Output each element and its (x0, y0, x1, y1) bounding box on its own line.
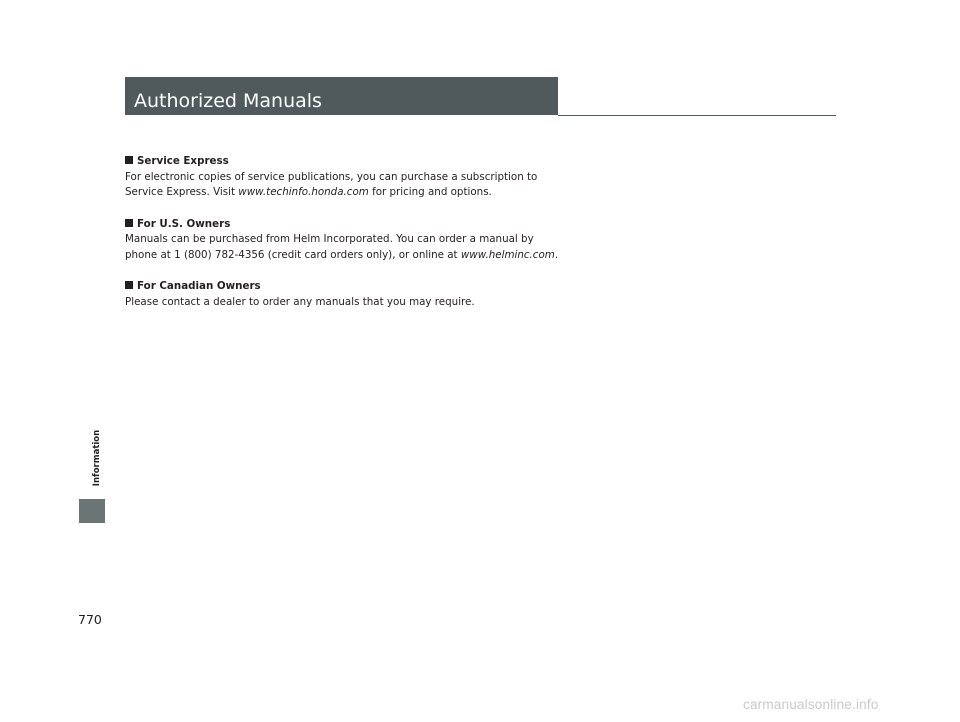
section-heading (125, 217, 585, 233)
paragraph-line: Manuals can be purchased from Helm Incorporated. You can order a manual by (125, 233, 534, 245)
chapter-side-label (90, 418, 104, 498)
section-service-express (125, 154, 585, 201)
text-segment: . (554, 248, 559, 261)
watermark: carmanualsonline.info (743, 697, 879, 712)
text-segment: Service Express. Visit (125, 186, 239, 198)
paragraph-line (125, 248, 585, 264)
section-canadian-owners (125, 279, 585, 310)
section-heading (125, 279, 585, 295)
text-segment: for pricing and options. (368, 186, 492, 198)
section-heading-text: Service Express (137, 155, 229, 167)
content-body (125, 154, 585, 326)
square-bullet-icon (125, 281, 133, 289)
paragraph-line: Please contact a dealer to order any manuals that you may require. (125, 295, 475, 308)
section-title-bar (125, 77, 558, 115)
chapter-tab[interactable] (79, 499, 105, 523)
page-title: Authorized Manuals (134, 90, 322, 112)
section-us-owners (125, 217, 585, 264)
page-number: 770 (78, 612, 102, 627)
chapter-label-text: Information (92, 429, 102, 487)
helminc-link[interactable]: www.helminc.com (460, 248, 555, 261)
square-bullet-icon (125, 219, 133, 227)
paragraph-line: For electronic copies of service publications, you can purchase a subscription to (125, 170, 538, 183)
title-divider (558, 115, 836, 116)
text-segment: phone at 1 (800) 782-4356 (credit card orders only), or online at (125, 248, 461, 261)
paragraph-line (125, 185, 585, 201)
techinfo-link[interactable]: www.techinfo.honda.com (238, 186, 369, 198)
square-bullet-icon (125, 156, 133, 164)
section-heading (125, 154, 585, 170)
section-heading-text: For U.S. Owners (137, 217, 231, 230)
section-heading-text: For Canadian Owners (137, 280, 261, 292)
